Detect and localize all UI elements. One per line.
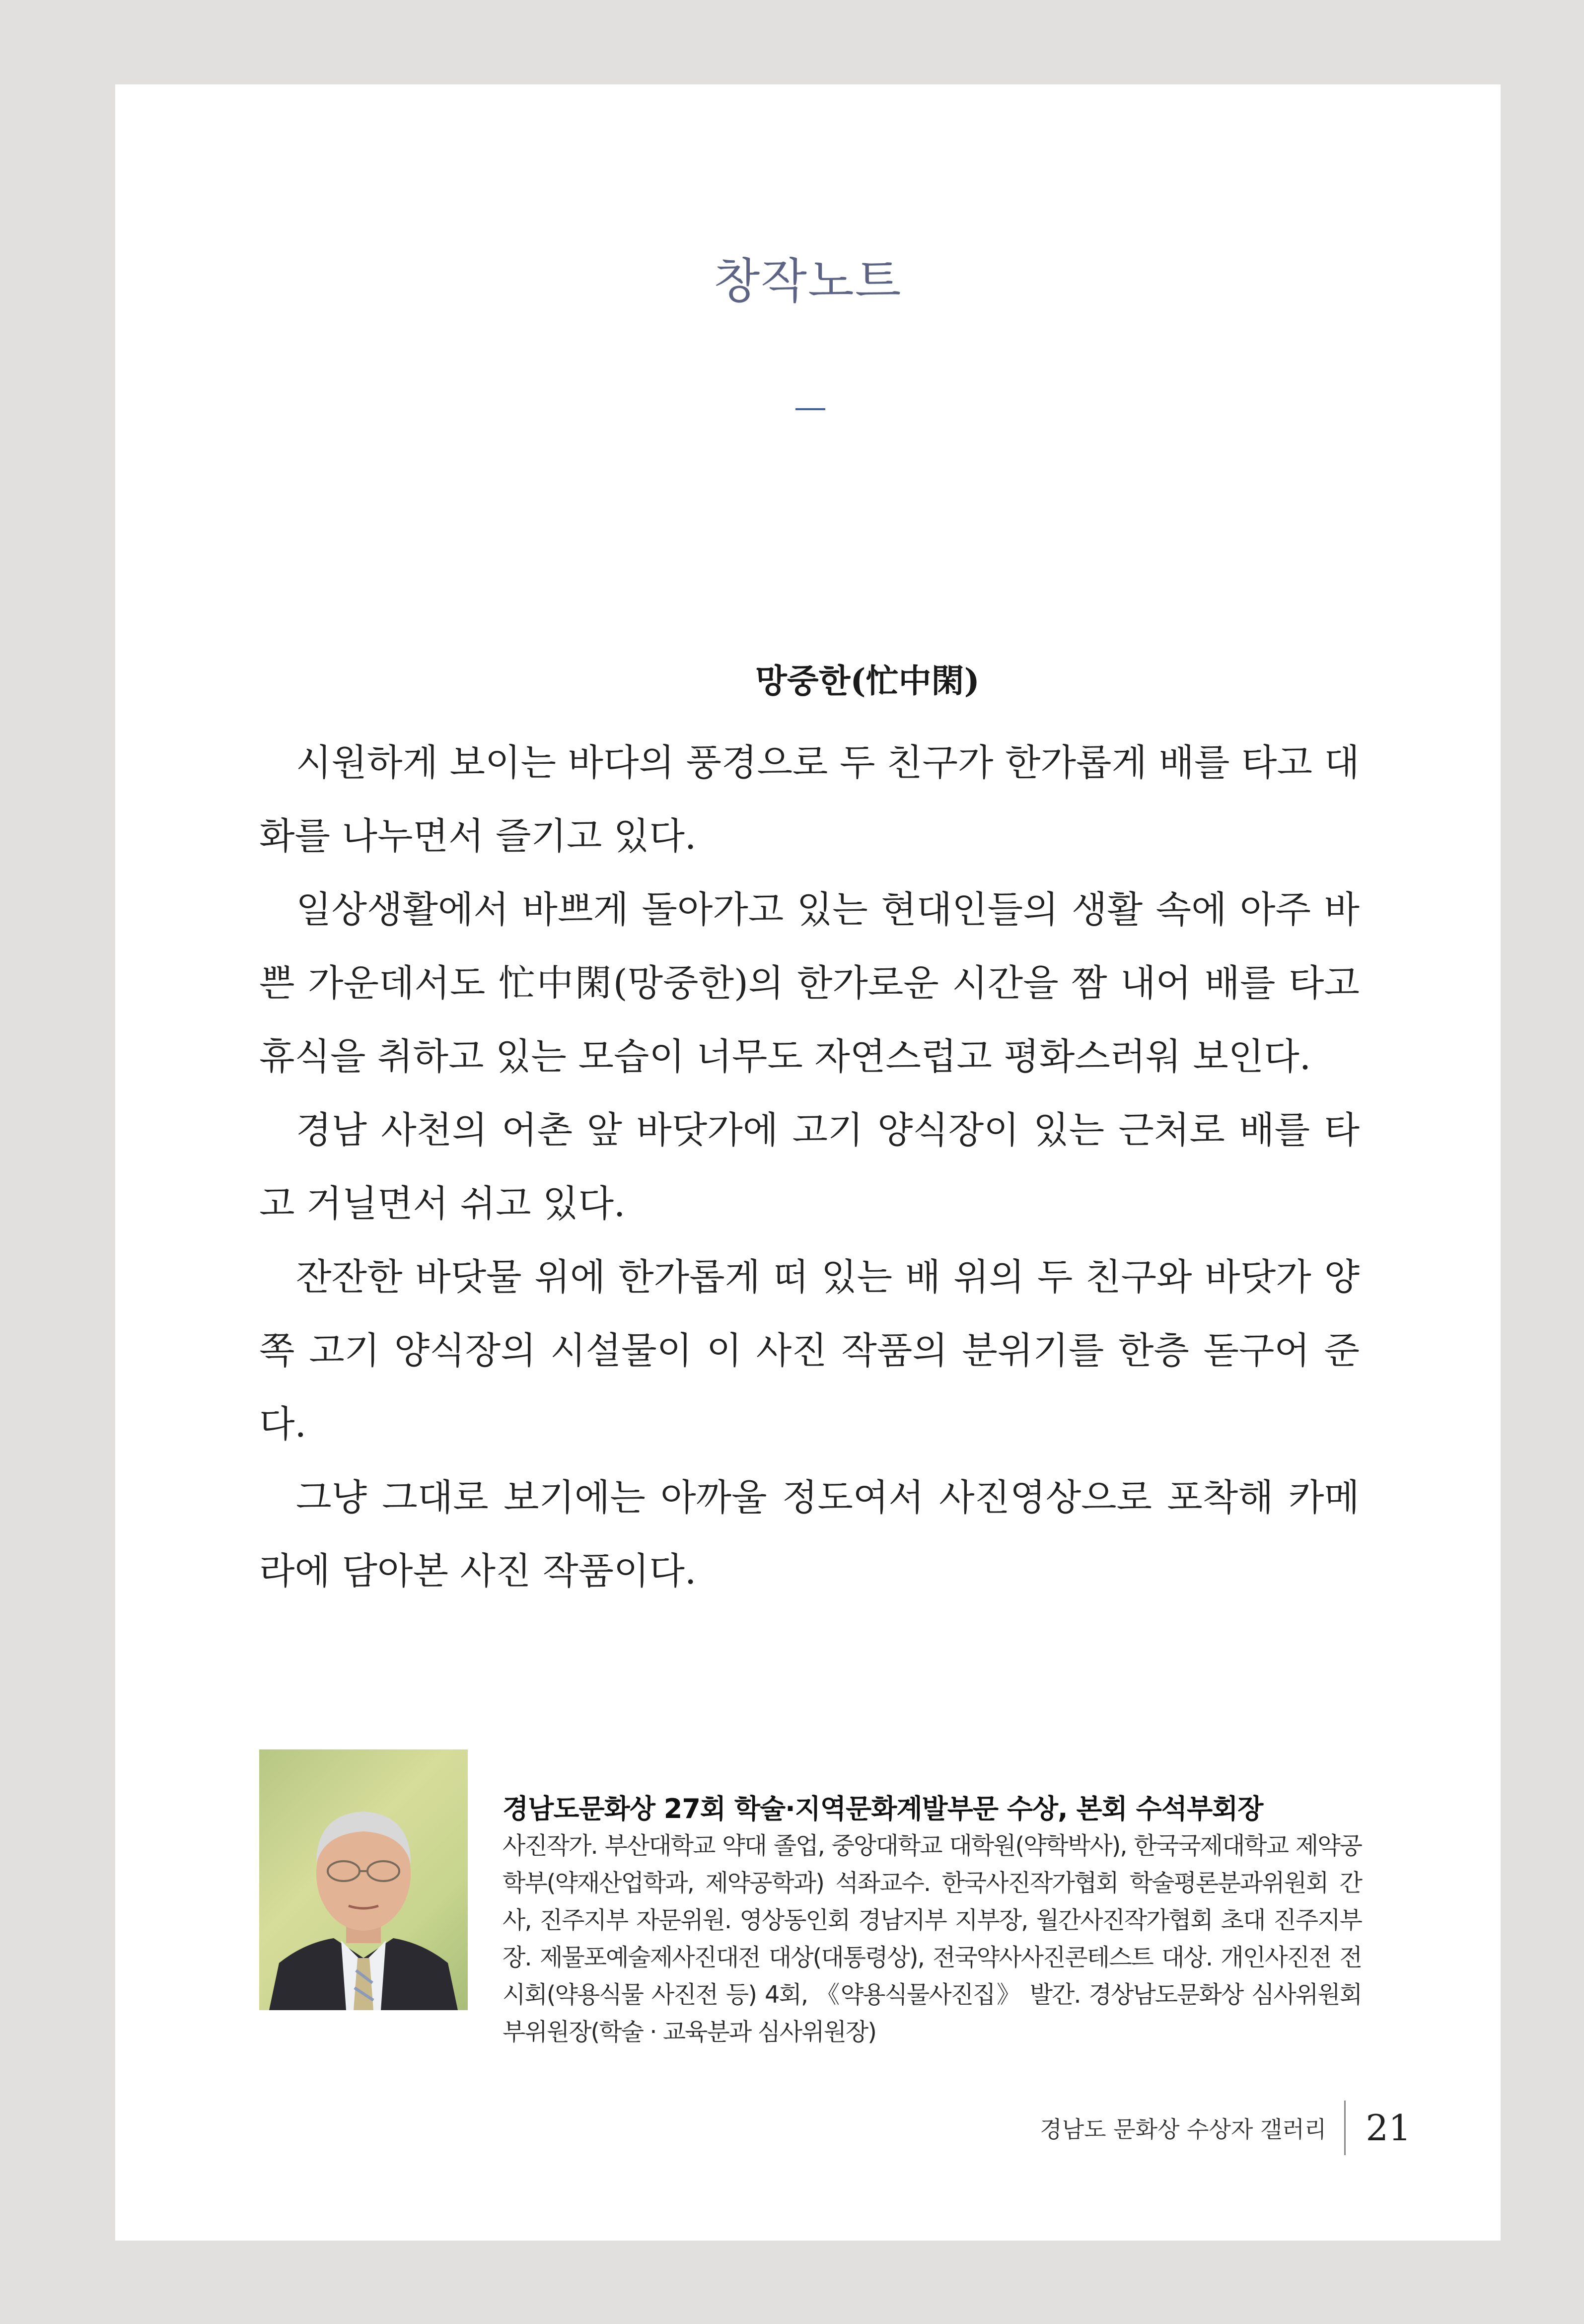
essay-paragraph: 일상생활에서 바쁘게 돌아가고 있는 현대인들의 생활 속에 아주 바쁜 가운데서도 忙中閑(망중한)의 한가로운 시간을 짬 내어 배를 타고 휴식을 취하고 있는 모습이 너무도 자연스럽고 평화스러워 보인다. bbox=[259, 888, 1360, 1078]
title-divider bbox=[795, 408, 825, 410]
essay-body bbox=[259, 726, 1360, 1608]
essay-title: 망중한(忙中閑) bbox=[755, 661, 980, 700]
author-bio: 사진작가. 부산대학교 약대 졸업, 중앙대학교 대학원(약학박사), 한국국제대학교 제약공학부(약재산업학과, 제약공학과) 석좌교수. 한국사진작가협회 학술평론분과위원회 간사, 진주지부 자문위원. 영상동인회 경남지부 지부장, 월간사진작가협회 초대 진주지부장. 제물포예술제사진대전 대상(대통령상), 전국약사사진콘테스트 대상. 개인사진전 전시회(약용식물 사진전 등) 4회, 《약용식물사진집》 발간. 경상남도문화상 심사위원회 부위원장(학술 · 교육분과 심사위원장) bbox=[503, 1832, 1362, 2046]
essay-paragraph: 시원하게 보이는 바다의 풍경으로 두 친구가 한가롭게 배를 타고 대화를 나누면서 즐기고 있다. bbox=[259, 741, 1360, 858]
section-title: 창작노트 bbox=[714, 253, 902, 309]
author-heading: 경남도문화상 27회 학술·지역문화계발부문 수상, 본회 수석부회장 bbox=[503, 1793, 1263, 1824]
page bbox=[115, 84, 1501, 2241]
essay-paragraph: 잔잔한 바닷물 위에 한가롭게 떠 있는 배 위의 두 친구와 바닷가 양쪽 고기 양식장의 시설물이 이 사진 작품의 분위기를 한층 돋구어 준다. bbox=[259, 1256, 1360, 1446]
essay-paragraph: 그냥 그대로 보기에는 아까울 정도여서 사진영상으로 포착해 카메라에 담아본 사진 작품이다. bbox=[259, 1476, 1360, 1593]
author-portrait bbox=[259, 1749, 468, 2010]
footer-label: 경남도 문화상 수상자 갤러리 bbox=[1040, 2116, 1327, 2143]
page-footer bbox=[1040, 2098, 1411, 2158]
essay-paragraph: 경남 사천의 어촌 앞 바닷가에 고기 양식장이 있는 근처로 배를 타고 거닐면서 쉬고 있다. bbox=[259, 1109, 1360, 1225]
page-number: 21 bbox=[1366, 2107, 1411, 2149]
